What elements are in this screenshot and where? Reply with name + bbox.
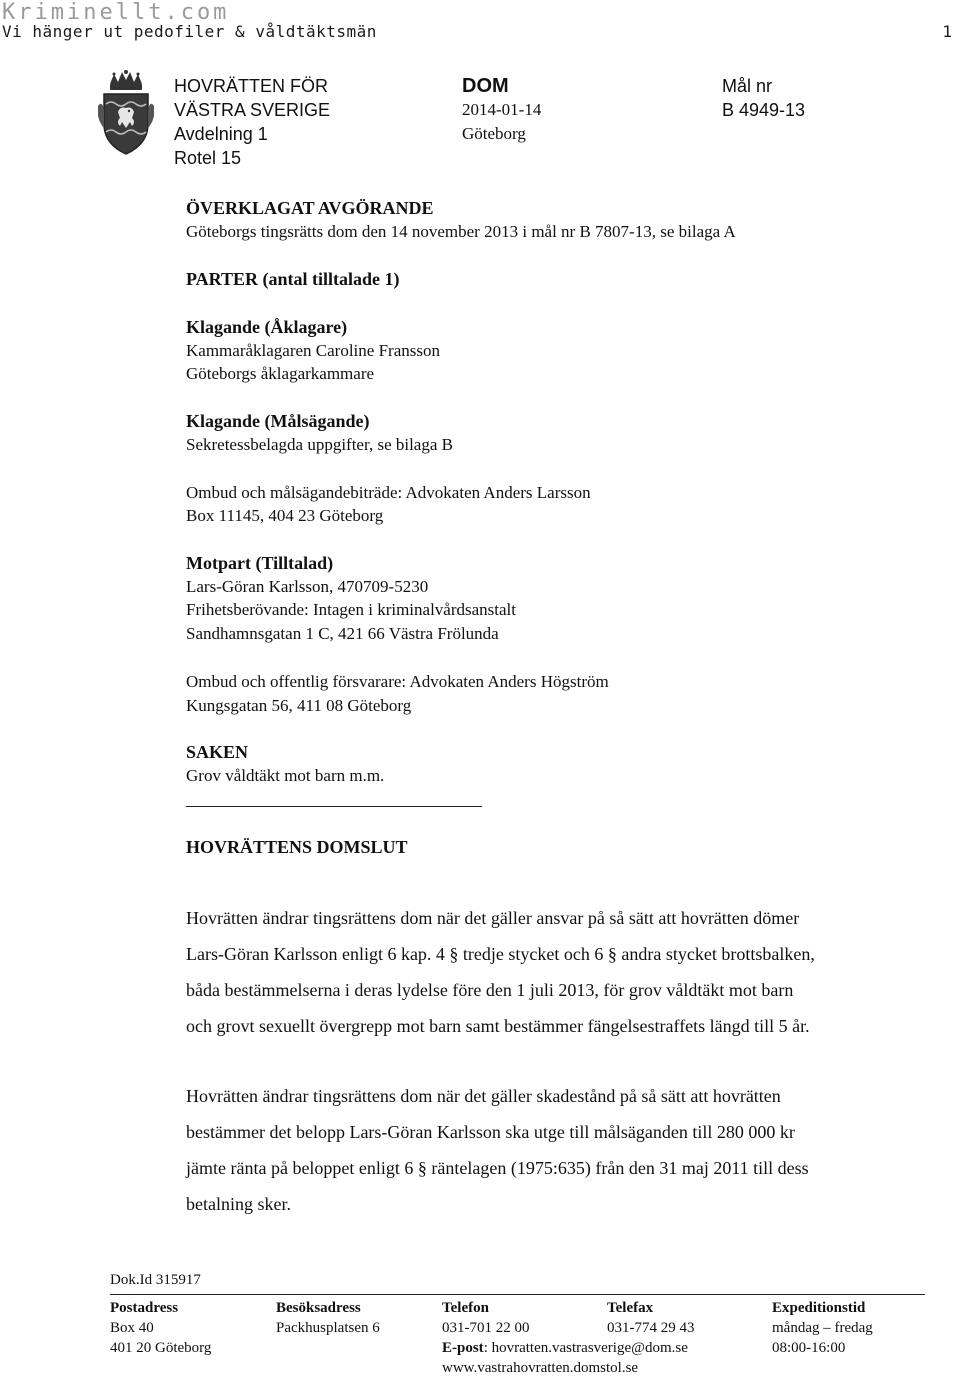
document-id: Dok.Id 315917	[110, 1272, 201, 1288]
appealed-heading: ÖVERKLAGAT AVGÖRANDE	[186, 198, 434, 218]
footer-hours	[772, 1298, 873, 1358]
footer-postal-line: Box 40	[110, 1320, 154, 1336]
page-number: 1	[942, 22, 952, 41]
verdict-p1-line: Hovrätten ändrar tingsrättens dom när det gäller ansvar på så sätt att hovrätten dömer	[186, 908, 800, 928]
footer-email-value: : hovratten.vastrasverige@dom.se	[483, 1340, 688, 1356]
verdict-p2-line: jämte ränta på beloppet enligt 6 § räntelagen (1975:635) från den 31 maj 2011 till dess	[186, 1158, 809, 1178]
watermark-site-name: Kriminellt.com	[2, 0, 230, 25]
injured-party-text: Sekretessbelagda uppgifter, se bilaga B	[186, 435, 453, 454]
verdict-heading: HOVRÄTTENS DOMSLUT	[186, 837, 408, 857]
footer-postal-line: 401 20 Göteborg	[110, 1340, 212, 1356]
judgment-date: 2014-01-14	[462, 100, 542, 119]
defendant-address: Sandhamnsgatan 1 C, 421 66 Västra Frölunda	[186, 624, 499, 643]
footer-fax-line: 031-774 29 43	[607, 1320, 695, 1336]
document-type: DOM	[462, 75, 509, 97]
footer-divider	[110, 1294, 925, 1295]
verdict-p2-line: bestämmer det belopp Lars-Göran Karlsson ska utge till målsäganden till 280 000 kr	[186, 1122, 795, 1142]
section-divider	[186, 806, 482, 807]
case-number-block	[722, 74, 805, 122]
court-name-block	[174, 74, 330, 170]
footer-email-label: E-post	[442, 1340, 484, 1356]
footer-visit	[276, 1298, 380, 1338]
defendant-custody: Frihetsberövande: Intagen i kriminalvårdsanstalt	[186, 600, 516, 619]
verdict-p1-line: Lars-Göran Karlsson enligt 6 kap. 4 § tredje stycket och 6 § andra stycket brottsbalken,	[186, 944, 815, 964]
court-division: Avdelning 1	[174, 124, 268, 144]
court-rotel: Rotel 15	[174, 148, 242, 168]
footer-fax	[607, 1298, 695, 1338]
injured-counsel-name: Ombud och målsägandebiträde: Advokaten Anders Larsson	[186, 483, 591, 502]
watermark-tagline: Vi hänger ut pedofiler & våldtäktsmän	[2, 22, 377, 41]
verdict-p1-line: och grovt sexuellt övergrepp mot barn samt bestämmer fängelsestraffets längd till 5 år.	[186, 1016, 810, 1036]
judgment-city: Göteborg	[462, 124, 526, 143]
prosecutor-name: Kammaråklagaren Caroline Fransson	[186, 341, 440, 360]
verdict-p1-line: båda bestämmelserna i deras lydelse före den 1 juli 2013, för grov våldtäkt mot barn	[186, 980, 794, 1000]
matter-heading: SAKEN	[186, 742, 249, 762]
verdict-p2-line: betalning sker.	[186, 1194, 291, 1214]
court-line-2: VÄSTRA SVERIGE	[174, 100, 331, 120]
parties-heading: PARTER (antal tilltalade 1)	[186, 269, 400, 289]
defense-counsel-name: Ombud och offentlig försvarare: Advokaten Anders Högström	[186, 672, 609, 691]
defendant-name: Lars-Göran Karlsson, 470709-5230	[186, 577, 429, 596]
appealed-text: Göteborgs tingsrätts dom den 14 november 2013 i mål nr B 7807-13, se bilaga A	[186, 222, 736, 241]
footer-phone-line: 031-701 22 00	[442, 1320, 530, 1336]
footer-hours-line: måndag – fredag	[772, 1320, 873, 1336]
verdict-paragraph-1	[186, 900, 916, 1044]
injured-party-heading: Klagande (Målsägande)	[186, 411, 370, 431]
prosecutor-heading: Klagande (Åklagare)	[186, 317, 348, 337]
royal-crest-lion-icon	[96, 70, 156, 156]
footer-website-link[interactable]: www.vastrahovratten.domstol.se	[442, 1360, 639, 1376]
matter-text: Grov våldtäkt mot barn m.m.	[186, 766, 385, 785]
footer-phone-heading: Telefon	[442, 1300, 489, 1316]
injured-counsel-address: Box 11145, 404 23 Göteborg	[186, 506, 384, 525]
prosecutor-office: Göteborgs åklagarkammare	[186, 364, 375, 383]
footer-fax-heading: Telefax	[607, 1300, 654, 1316]
footer-visit-heading: Besöksadress	[276, 1300, 361, 1316]
footer-hours-line: 08:00-16:00	[772, 1340, 846, 1356]
footer-email[interactable]	[442, 1338, 688, 1358]
footer-postal-heading: Postadress	[110, 1300, 179, 1316]
footer-visit-line: Packhusplatsen 6	[276, 1320, 380, 1336]
defendant-heading: Motpart (Tilltalad)	[186, 553, 334, 573]
defense-counsel-address: Kungsgatan 56, 411 08 Göteborg	[186, 696, 412, 715]
footer-hours-heading: Expeditionstid	[772, 1300, 866, 1316]
judgment-meta	[462, 74, 541, 146]
case-number: B 4949-13	[722, 100, 806, 120]
verdict-paragraph-2	[186, 1078, 916, 1222]
court-line-1: HOVRÄTTEN FÖR	[174, 76, 329, 96]
footer-postal	[110, 1298, 211, 1358]
case-label: Mål nr	[722, 76, 773, 96]
verdict-p2-line: Hovrätten ändrar tingsrättens dom när det gäller skadestånd på så sätt att hovrätten	[186, 1086, 781, 1106]
